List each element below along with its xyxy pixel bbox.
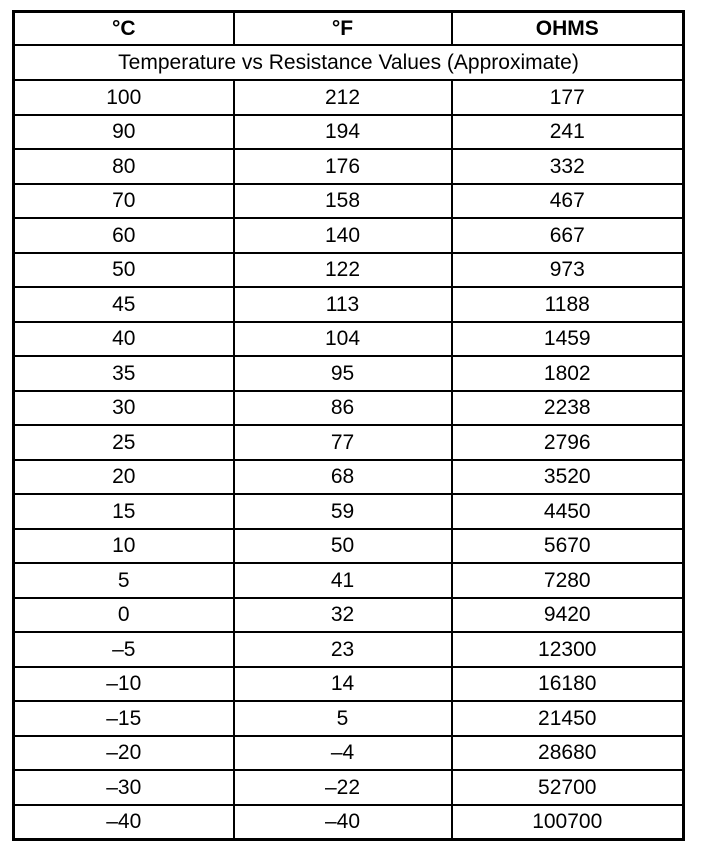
celsius-cell: –20 bbox=[14, 736, 234, 771]
fahrenheit-cell: 23 bbox=[234, 632, 452, 667]
fahrenheit-cell: 95 bbox=[234, 356, 452, 391]
table-row bbox=[14, 529, 684, 564]
fahrenheit-cell: 176 bbox=[234, 149, 452, 184]
ohms-cell: 4450 bbox=[452, 494, 684, 529]
ohms-cell: 21450 bbox=[452, 701, 684, 736]
table-row bbox=[14, 218, 684, 253]
fahrenheit-cell: 113 bbox=[234, 287, 452, 322]
fahrenheit-cell: 41 bbox=[234, 563, 452, 598]
celsius-cell: 60 bbox=[14, 218, 234, 253]
table-row bbox=[14, 322, 684, 357]
table-container bbox=[12, 10, 682, 841]
table-row bbox=[14, 356, 684, 391]
celsius-cell: 80 bbox=[14, 149, 234, 184]
header-fahrenheit: °F bbox=[234, 12, 452, 46]
table-row bbox=[14, 80, 684, 115]
temperature-resistance-table bbox=[12, 10, 685, 841]
fahrenheit-cell: 14 bbox=[234, 667, 452, 702]
ohms-cell: 9420 bbox=[452, 598, 684, 633]
fahrenheit-cell: 50 bbox=[234, 529, 452, 564]
table-body bbox=[14, 80, 684, 840]
fahrenheit-cell: –22 bbox=[234, 770, 452, 805]
ohms-cell: 28680 bbox=[452, 736, 684, 771]
celsius-cell: 90 bbox=[14, 115, 234, 150]
celsius-cell: 30 bbox=[14, 391, 234, 426]
fahrenheit-cell: 140 bbox=[234, 218, 452, 253]
celsius-cell: 70 bbox=[14, 184, 234, 219]
table-row bbox=[14, 805, 684, 840]
ohms-cell: 973 bbox=[452, 253, 684, 288]
celsius-cell: –30 bbox=[14, 770, 234, 805]
table-row bbox=[14, 149, 684, 184]
celsius-cell: 10 bbox=[14, 529, 234, 564]
celsius-cell: 35 bbox=[14, 356, 234, 391]
celsius-cell: 50 bbox=[14, 253, 234, 288]
table-row bbox=[14, 184, 684, 219]
ohms-cell: 5670 bbox=[452, 529, 684, 564]
header-row bbox=[14, 12, 684, 46]
header-celsius: °C bbox=[14, 12, 234, 46]
celsius-cell: 0 bbox=[14, 598, 234, 633]
fahrenheit-cell: 86 bbox=[234, 391, 452, 426]
header-ohms: OHMS bbox=[452, 12, 684, 46]
celsius-cell: 100 bbox=[14, 80, 234, 115]
ohms-cell: 16180 bbox=[452, 667, 684, 702]
fahrenheit-cell: 122 bbox=[234, 253, 452, 288]
fahrenheit-cell: –4 bbox=[234, 736, 452, 771]
ohms-cell: 2796 bbox=[452, 425, 684, 460]
celsius-cell: 40 bbox=[14, 322, 234, 357]
ohms-cell: 100700 bbox=[452, 805, 684, 840]
table-row bbox=[14, 667, 684, 702]
celsius-cell: 25 bbox=[14, 425, 234, 460]
table-row bbox=[14, 563, 684, 598]
ohms-cell: 12300 bbox=[452, 632, 684, 667]
table-row bbox=[14, 460, 684, 495]
ohms-cell: 1459 bbox=[452, 322, 684, 357]
ohms-cell: 7280 bbox=[452, 563, 684, 598]
ohms-cell: 1802 bbox=[452, 356, 684, 391]
table-row bbox=[14, 598, 684, 633]
celsius-cell: –10 bbox=[14, 667, 234, 702]
table-row bbox=[14, 115, 684, 150]
fahrenheit-cell: 59 bbox=[234, 494, 452, 529]
ohms-cell: 667 bbox=[452, 218, 684, 253]
ohms-cell: 1188 bbox=[452, 287, 684, 322]
table-row bbox=[14, 391, 684, 426]
celsius-cell: –40 bbox=[14, 805, 234, 840]
fahrenheit-cell: 194 bbox=[234, 115, 452, 150]
celsius-cell: 15 bbox=[14, 494, 234, 529]
ohms-cell: 241 bbox=[452, 115, 684, 150]
ohms-cell: 52700 bbox=[452, 770, 684, 805]
ohms-cell: 3520 bbox=[452, 460, 684, 495]
table-row bbox=[14, 770, 684, 805]
fahrenheit-cell: 212 bbox=[234, 80, 452, 115]
table-row bbox=[14, 736, 684, 771]
fahrenheit-cell: 32 bbox=[234, 598, 452, 633]
table-caption: Temperature vs Resistance Values (Approximate) bbox=[14, 45, 684, 80]
celsius-cell: –15 bbox=[14, 701, 234, 736]
ohms-cell: 177 bbox=[452, 80, 684, 115]
table-row bbox=[14, 425, 684, 460]
celsius-cell: –5 bbox=[14, 632, 234, 667]
ohms-cell: 2238 bbox=[452, 391, 684, 426]
fahrenheit-cell: 77 bbox=[234, 425, 452, 460]
fahrenheit-cell: 5 bbox=[234, 701, 452, 736]
table-row bbox=[14, 632, 684, 667]
ohms-cell: 467 bbox=[452, 184, 684, 219]
table-row bbox=[14, 253, 684, 288]
celsius-cell: 45 bbox=[14, 287, 234, 322]
fahrenheit-cell: 158 bbox=[234, 184, 452, 219]
celsius-cell: 20 bbox=[14, 460, 234, 495]
table-row bbox=[14, 287, 684, 322]
caption-row bbox=[14, 45, 684, 80]
fahrenheit-cell: –40 bbox=[234, 805, 452, 840]
fahrenheit-cell: 68 bbox=[234, 460, 452, 495]
celsius-cell: 5 bbox=[14, 563, 234, 598]
fahrenheit-cell: 104 bbox=[234, 322, 452, 357]
table-row bbox=[14, 494, 684, 529]
table-row bbox=[14, 701, 684, 736]
ohms-cell: 332 bbox=[452, 149, 684, 184]
